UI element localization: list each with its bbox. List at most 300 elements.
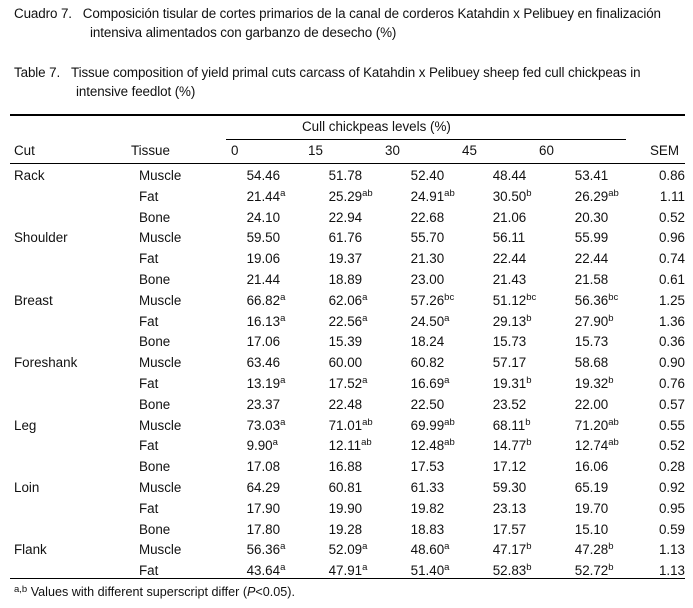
cell-cut: Foreshank	[14, 355, 78, 371]
footnote-text: Values with different superscript differ (	[27, 585, 248, 599]
footnote-superscript: a,b	[14, 584, 28, 595]
cell-tissue: Muscle	[138, 479, 182, 495]
cell-value	[329, 457, 411, 478]
table-row	[10, 270, 690, 291]
value-superscript: ab	[444, 437, 455, 449]
value-number: 60.82	[410, 355, 445, 371]
value-number: 43.64	[246, 563, 281, 579]
footnote-p: P	[247, 585, 256, 599]
value-number: 15.10	[574, 521, 609, 537]
cell-value	[493, 540, 575, 561]
caption-label: Table 7.	[14, 65, 61, 80]
cell-value	[247, 270, 329, 291]
cell-value	[493, 520, 575, 541]
cell-tissue: Muscle	[138, 417, 182, 433]
col-header-level: 0	[231, 143, 239, 158]
value-superscript: a	[444, 312, 450, 324]
value-superscript: a	[362, 562, 368, 574]
cell-value	[247, 374, 329, 395]
value-number: 27.90	[574, 313, 609, 329]
cell-value	[575, 332, 657, 353]
cell-value	[575, 540, 657, 561]
cell-value	[247, 478, 329, 499]
value-superscript: ab	[608, 187, 619, 199]
table-row	[10, 478, 690, 499]
cell-cut: Leg	[14, 417, 37, 433]
value-number: 61.33	[410, 479, 445, 495]
table-row	[10, 374, 690, 395]
value-number: 19.06	[246, 251, 281, 267]
value-number: 69.99	[410, 417, 445, 433]
cell-value	[411, 374, 493, 395]
cell-value	[329, 353, 411, 374]
value-number: 57.17	[492, 355, 527, 371]
value-number: 13.19	[246, 375, 281, 391]
value-number: 54.46	[246, 168, 281, 183]
value-superscript: ab	[362, 187, 373, 199]
cell-sem: 0.52	[658, 438, 685, 454]
cell-value	[493, 187, 575, 208]
value-superscript: a	[280, 187, 286, 199]
value-number: 56.11	[492, 230, 526, 246]
col-header-cut: Cut	[14, 143, 35, 158]
value-superscript: ab	[444, 187, 455, 199]
group-header-rule	[226, 139, 626, 140]
cell-value	[411, 228, 493, 249]
value-number: 47.91	[328, 563, 363, 579]
cell-value	[247, 228, 329, 249]
table-row	[10, 353, 690, 374]
cell-value	[575, 291, 657, 312]
table-bottom-rule	[10, 578, 685, 579]
cell-value	[493, 353, 575, 374]
value-number: 55.70	[410, 230, 445, 246]
cell-tissue: Muscle	[138, 168, 182, 183]
value-number: 57.26	[410, 292, 445, 308]
value-number: 21.30	[410, 251, 445, 267]
cell-sem: 0.55	[658, 417, 685, 433]
cell-sem: 0.52	[658, 209, 685, 225]
value-superscript: a	[362, 312, 368, 324]
cell-value	[493, 478, 575, 499]
cell-tissue: Muscle	[138, 292, 182, 308]
value-number: 22.00	[574, 396, 609, 412]
cell-value	[411, 208, 493, 229]
value-number: 24.91	[410, 188, 445, 204]
cell-value	[575, 374, 657, 395]
cell-tissue: Bone	[138, 521, 171, 537]
cell-value	[411, 540, 493, 561]
table-row	[10, 457, 690, 478]
value-number: 53.41	[574, 168, 609, 183]
cell-cut: Breast	[14, 292, 53, 308]
cell-sem: 1.36	[658, 313, 685, 329]
cell-tissue: Bone	[138, 209, 171, 225]
table-row	[10, 228, 690, 249]
value-number: 52.72	[574, 563, 609, 579]
cell-tissue: Muscle	[138, 542, 182, 558]
value-number: 17.53	[410, 459, 445, 475]
value-number: 47.28	[574, 542, 609, 558]
value-number: 71.01	[328, 417, 363, 433]
cell-value	[329, 540, 411, 561]
group-header: Cull chickpeas levels (%)	[302, 119, 451, 134]
value-number: 60.00	[328, 355, 363, 371]
value-number: 17.90	[246, 500, 281, 516]
table-row	[10, 166, 690, 187]
cell-cut	[10, 374, 139, 395]
value-number: 15.39	[328, 334, 363, 350]
table-row	[10, 540, 690, 561]
table-row	[10, 312, 690, 333]
cell-value	[493, 228, 575, 249]
cell-value	[411, 520, 493, 541]
value-number: 52.40	[410, 168, 445, 183]
value-number: 22.44	[574, 251, 609, 267]
cell-tissue: Fat	[138, 563, 159, 579]
cell-value	[329, 520, 411, 541]
value-number: 21.58	[574, 271, 609, 287]
cell-value	[575, 416, 657, 437]
cell-value	[575, 478, 657, 499]
value-number: 52.83	[492, 563, 527, 579]
cell-value	[575, 312, 657, 333]
value-number: 17.08	[246, 459, 281, 475]
cell-value	[493, 312, 575, 333]
value-number: 17.52	[328, 375, 363, 391]
value-number: 48.60	[410, 542, 445, 558]
cell-value	[575, 187, 657, 208]
cell-value	[329, 416, 411, 437]
value-number: 19.90	[328, 500, 363, 516]
value-number: 59.50	[246, 230, 281, 246]
cell-value	[411, 499, 493, 520]
cell-value	[329, 291, 411, 312]
cell-tissue: Fat	[138, 375, 159, 391]
cell-value	[329, 270, 411, 291]
cell-value	[411, 332, 493, 353]
table-top-rule	[10, 114, 685, 116]
cell-value	[329, 478, 411, 499]
caption-text-cont: intensiva alimentados con garbanzo de desecho (%)	[90, 25, 397, 40]
value-superscript: ab	[608, 437, 619, 449]
value-number: 16.69	[410, 375, 445, 391]
cell-sem: 0.61	[658, 271, 685, 287]
value-superscript: b	[608, 562, 614, 574]
cell-value	[493, 291, 575, 312]
cell-value	[493, 249, 575, 270]
value-number: 16.13	[246, 313, 281, 329]
value-superscript: b	[526, 312, 532, 324]
cell-value	[575, 520, 657, 541]
cell-value	[575, 499, 657, 520]
value-number: 22.50	[410, 396, 445, 412]
cell-tissue: Bone	[138, 459, 171, 475]
value-number: 19.37	[328, 251, 363, 267]
cell-tissue: Fat	[138, 438, 159, 454]
cell-value	[247, 457, 329, 478]
value-number: 24.50	[410, 313, 445, 329]
cell-value	[493, 332, 575, 353]
cell-value	[247, 332, 329, 353]
value-number: 20.30	[574, 209, 609, 225]
cell-cut	[10, 312, 139, 333]
value-number: 51.12	[492, 292, 527, 308]
value-number: 51.78	[328, 168, 363, 183]
value-number: 18.89	[328, 271, 363, 287]
cell-sem: 0.90	[658, 355, 685, 371]
value-number: 19.82	[410, 500, 445, 516]
value-superscript: a	[280, 374, 286, 386]
value-number: 59.30	[492, 479, 527, 495]
cell-value	[575, 436, 657, 457]
value-number: 16.88	[328, 459, 363, 475]
footnote-text-end: <0.05).	[255, 585, 295, 599]
value-number: 71.20	[574, 417, 609, 433]
cell-value	[575, 166, 657, 187]
cell-value	[493, 436, 575, 457]
value-number: 16.06	[574, 459, 609, 475]
cell-value	[411, 291, 493, 312]
value-superscript: b	[526, 437, 532, 449]
cell-cut	[10, 208, 139, 229]
cell-value	[575, 353, 657, 374]
value-number: 65.19	[574, 479, 609, 495]
table-row	[10, 499, 690, 520]
value-number: 58.68	[574, 355, 609, 371]
value-number: 21.44	[246, 271, 281, 287]
value-superscript: a	[272, 437, 278, 449]
cell-cut	[10, 249, 139, 270]
value-number: 21.06	[492, 209, 527, 225]
value-number: 19.28	[328, 521, 363, 537]
cell-cut: Loin	[14, 479, 40, 495]
data-table	[10, 166, 690, 582]
cell-value	[329, 166, 411, 187]
cell-value	[247, 499, 329, 520]
value-superscript: a	[280, 291, 286, 303]
value-superscript: a	[280, 312, 286, 324]
cell-value	[329, 249, 411, 270]
value-superscript: bc	[608, 291, 619, 303]
cell-sem: 0.57	[658, 396, 685, 412]
value-number: 60.81	[328, 479, 363, 495]
cell-cut	[10, 395, 139, 416]
value-number: 24.10	[246, 209, 281, 225]
value-number: 23.52	[492, 396, 527, 412]
value-number: 17.80	[246, 521, 281, 537]
value-number: 55.99	[574, 230, 609, 246]
cell-tissue: Fat	[138, 251, 159, 267]
cell-cut	[10, 457, 139, 478]
cell-value	[329, 436, 411, 457]
table-row	[10, 332, 690, 353]
cell-tissue: Bone	[138, 334, 171, 350]
cell-value	[329, 499, 411, 520]
cell-sem: 1.13	[658, 563, 685, 579]
cell-value	[247, 416, 329, 437]
value-number: 19.70	[574, 500, 609, 516]
cell-value	[411, 478, 493, 499]
cell-value	[411, 416, 493, 437]
value-number: 66.82	[246, 292, 281, 308]
caption-english	[14, 63, 689, 101]
value-superscript: a	[280, 541, 286, 553]
cell-value	[247, 249, 329, 270]
cell-value	[575, 457, 657, 478]
value-superscript: b	[608, 374, 614, 386]
cell-value	[493, 270, 575, 291]
cell-value	[411, 436, 493, 457]
cell-value	[493, 374, 575, 395]
value-number: 18.24	[410, 334, 445, 350]
caption-text: Tissue composition of yield primal cuts carcass of Katahdin x Pelibuey sheep fed cull chickpeas in	[70, 65, 641, 80]
cell-value	[411, 353, 493, 374]
cell-value	[247, 436, 329, 457]
caption-text-cont: intensive feedlot (%)	[76, 84, 196, 99]
value-number: 17.06	[246, 334, 281, 350]
value-superscript: b	[608, 541, 614, 553]
table-row	[10, 520, 690, 541]
value-number: 26.29	[574, 188, 609, 204]
cell-tissue: Muscle	[138, 355, 182, 371]
cell-value	[411, 395, 493, 416]
value-superscript: ab	[608, 416, 619, 428]
cell-value	[493, 416, 575, 437]
cell-tissue: Bone	[138, 271, 171, 287]
cell-cut: Flank	[14, 542, 47, 558]
cell-value	[329, 332, 411, 353]
cell-value	[411, 457, 493, 478]
cell-value	[411, 312, 493, 333]
value-number: 17.57	[492, 521, 527, 537]
cell-value	[493, 457, 575, 478]
value-number: 23.37	[246, 396, 281, 412]
cell-sem: 0.92	[658, 479, 685, 495]
table-row	[10, 291, 690, 312]
value-number: 30.50	[492, 188, 527, 204]
col-header-level: 45	[462, 143, 477, 158]
value-superscript: a	[362, 374, 368, 386]
cell-cut	[10, 270, 139, 291]
table-row	[10, 436, 690, 457]
caption-spanish	[14, 4, 689, 42]
cell-value	[493, 395, 575, 416]
cell-value	[493, 499, 575, 520]
cell-value	[247, 395, 329, 416]
value-superscript: a	[362, 541, 368, 553]
cell-value	[329, 187, 411, 208]
cell-value	[329, 228, 411, 249]
cell-value	[247, 312, 329, 333]
col-header-level: 15	[308, 143, 323, 158]
value-number: 14.77	[492, 438, 527, 454]
cell-value	[411, 166, 493, 187]
value-number: 47.17	[492, 542, 527, 558]
cell-value	[329, 395, 411, 416]
cell-value	[575, 249, 657, 270]
value-superscript: b	[526, 374, 532, 386]
table-row	[10, 187, 690, 208]
cell-sem: 0.86	[658, 168, 685, 183]
cell-value	[575, 228, 657, 249]
value-number: 22.56	[328, 313, 363, 329]
value-number: 18.83	[410, 521, 445, 537]
value-number: 23.00	[410, 271, 445, 287]
value-number: 22.44	[492, 251, 527, 267]
value-number: 9.90	[246, 438, 273, 454]
value-superscript: a	[280, 562, 286, 574]
value-number: 15.73	[574, 334, 609, 350]
col-header-tissue: Tissue	[131, 143, 170, 158]
value-superscript: ab	[444, 416, 455, 428]
cell-value	[247, 520, 329, 541]
value-number: 61.76	[328, 230, 363, 246]
cell-sem: 1.25	[658, 292, 685, 308]
value-number: 12.74	[574, 438, 609, 454]
cell-value	[329, 312, 411, 333]
cell-value	[411, 270, 493, 291]
cell-sem: 0.74	[658, 251, 685, 267]
value-number: 15.73	[492, 334, 527, 350]
value-number: 63.46	[246, 355, 281, 371]
cell-sem: 0.36	[658, 334, 685, 350]
cell-sem: 1.11	[659, 188, 685, 204]
cell-value	[411, 187, 493, 208]
value-number: 21.43	[492, 271, 527, 287]
value-number: 22.48	[328, 396, 363, 412]
value-superscript: b	[526, 541, 532, 553]
cell-sem: 0.96	[658, 230, 685, 246]
table-row	[10, 416, 690, 437]
cell-value	[247, 208, 329, 229]
value-superscript: b	[526, 562, 532, 574]
value-number: 19.31	[492, 375, 527, 391]
cell-value	[575, 270, 657, 291]
cell-tissue: Bone	[138, 396, 171, 412]
cell-value	[575, 395, 657, 416]
value-number: 22.68	[410, 209, 445, 225]
table-body	[10, 166, 690, 582]
cell-sem: 0.76	[658, 375, 685, 391]
col-header-level: 60	[539, 143, 554, 158]
table-row	[10, 249, 690, 270]
value-number: 51.40	[410, 563, 445, 579]
value-number: 17.12	[492, 459, 527, 475]
value-number: 21.44	[246, 188, 281, 204]
cell-value	[247, 353, 329, 374]
table-row	[10, 208, 690, 229]
value-number: 25.29	[328, 188, 363, 204]
cell-cut	[10, 436, 139, 457]
caption-label: Cuadro 7.	[14, 6, 72, 21]
cell-value	[493, 208, 575, 229]
value-number: 12.48	[410, 438, 445, 454]
cell-sem: 0.28	[658, 459, 685, 475]
value-superscript: ab	[362, 416, 373, 428]
value-superscript: bc	[526, 291, 537, 303]
value-number: 29.13	[492, 313, 527, 329]
value-number: 52.09	[328, 542, 363, 558]
value-superscript: ab	[361, 437, 372, 449]
value-superscript: b	[608, 312, 614, 324]
cell-cut: Rack	[14, 168, 45, 183]
caption-text: Composición tisular de cortes primarios de la canal de corderos Katahdin x Pelibuey en finalización	[82, 6, 661, 21]
col-header-level: 30	[385, 143, 400, 158]
col-header-sem: SEM	[650, 143, 680, 158]
cell-sem: 0.59	[658, 521, 685, 537]
value-number: 23.13	[492, 500, 527, 516]
